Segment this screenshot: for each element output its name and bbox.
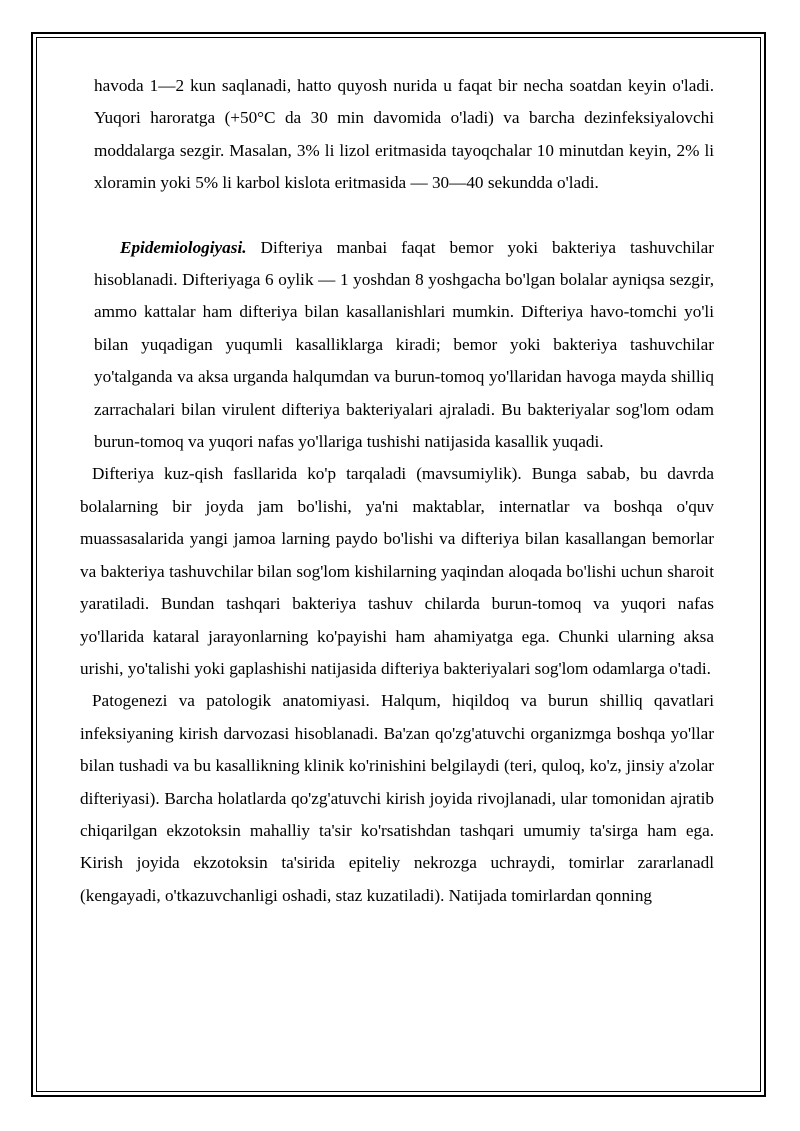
paragraph-pathogenesis: Patogenezi va patologik anatomiyasi. Halqum, hiqildoq va burun shilliq qavatlari infeksiyaning kirish darvozasi hisoblanadi. Ba'zan qo'zg'atuvchi organizmga boshqa yo'llar bilan tushadi va bu kasallikning klinik ko'rinishini belgilaydi (teri, quloq, ko'z, jinsiy a'zolar difteriyasi). Barcha holatlarda qo'zg'atuvchi kirish joyida rivojlanadi, ular tomonidan ajratib chiqarilgan ekzotoksin mahalliy ta'sir ko'rsatishdan tashqari umumiy ta'sirga ham ega. Kirish joyida ekzotoksin ta'sirida epiteliy nekrozga uchraydi, tomirlar zararlanadl (kengayadi, o'tkazuvchanligi oshadi, staz kuzatiladi). Natijada tomirlardan qonning: [80, 691, 714, 905]
paragraph-epidemiology: [88, 232, 714, 459]
document-body: [80, 70, 714, 912]
paragraph-disinfection: havoda 1—2 kun saqlanadi, hatto quyosh nurida u faqat bir necha soatdan keyin o'ladi. Yuqori haroratga (+50°C da 30 min davomida o'ladi) va barcha dezinfeksiyalovchi moddalarga sezgir. Masalan, 3% li lizol eritmasida tayoqchalar 10 minutdan keyin, 2% li xloramin yoki 5% li karbol kislota eritmasida — 30—40 sekundda o'ladi.: [94, 76, 714, 193]
paragraph-seasonality: Difteriya kuz-qish fasllarida ko'p tarqaladi (mavsumiylik). Bunga sabab, bu davrda bolalarning bir joyda jam bo'lishi, ya'ni maktablar, internatlar va boshqa o'quv muassasalarida yangi jamoa larning paydo bo'lishi va difteriya bilan kasallangan bemorlar va bakteriya tashuvchilar bilan sog'lom kishilarning yaqindan aloqada bo'lishi uchun sharoit yaratiladi. Bundan tashqari bakteriya tashuv chilarda burun-tomoq va yuqori nafas yo'llarida kataral jarayonlarning ko'payishi ham ahamiyatga ega. Chunki ularning aksa urishi, yo'talishi yoki gaplashishi natijasida difteriya bakteriyalari sog'lom odamlarga o'tadi.: [80, 464, 714, 678]
paragraph-gap: [88, 200, 714, 232]
paragraph-epidemiology-text: Difteriya manbai faqat bemor yoki bakteriya tashuvchilar hisoblanadi. Difteriyaga 6 oylik — 1 yoshdan 8 yoshgacha bo'lgan bolalar ayniqsa sezgir, ammo kattalar ham difteriya bilan kasallanishlari mumkin. Difteriya havo-tomchi yo'li bilan yuqadigan yuqumli kasalliklarga kiradi; bemor yoki bakteriya tashuvchilar yo'talganda va aksa urganda halqumdan va burun-tomoq yo'llaridan havoga mayda shilliq zarrachalari bilan virulent difteriya bakteriyalari ajraladi. Bu bakteriyalar sog'lom odam burun-tomoq va yuqori nafas yo'llariga tushishi natijasida kasallik yuqadi.: [94, 237, 714, 452]
section-heading-epidemiology: Epidemiologiyasi.: [120, 237, 247, 257]
